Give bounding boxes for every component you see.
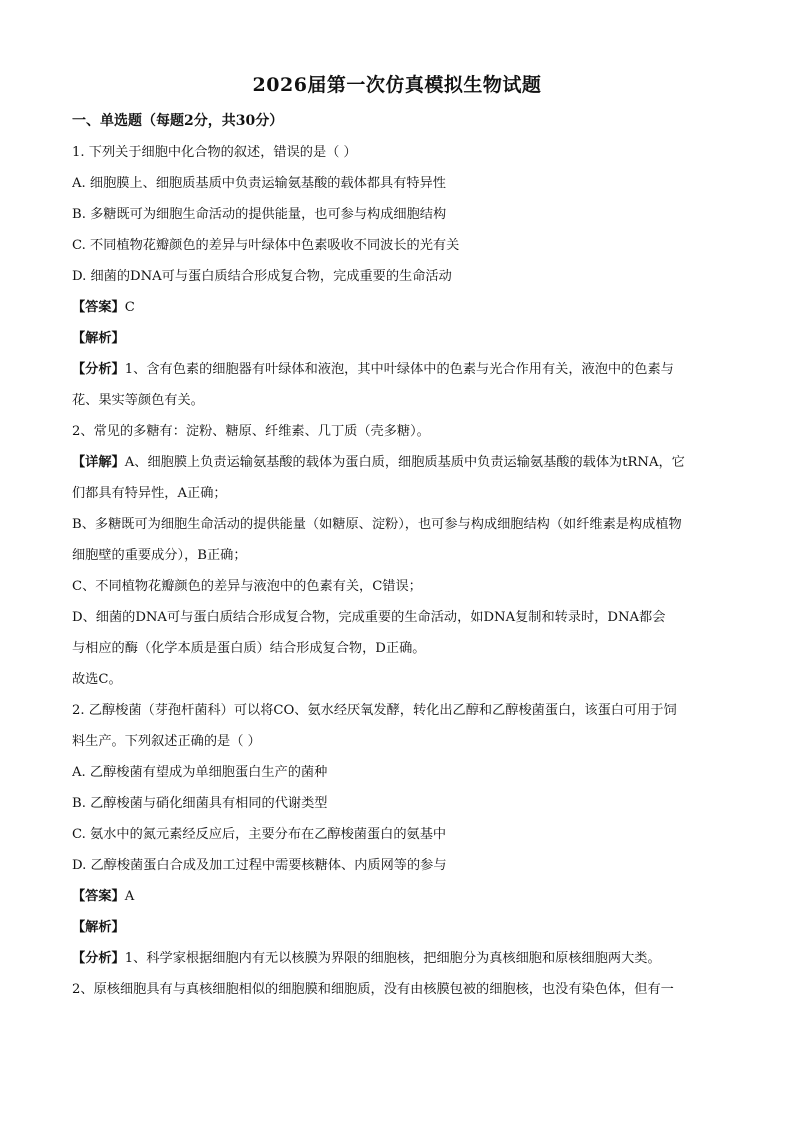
q2-fenxi-line-1 <box>72 943 727 974</box>
document-body <box>72 137 727 1005</box>
q2-answer-value: A <box>124 889 135 904</box>
q1-xiangjie-b2: 细胞壁的重要成分），B正确； <box>72 548 247 563</box>
section-heading: 一、单选题（每题2分，共30分） <box>72 113 284 129</box>
q1-option-c: C. 不同植物花瓣颜色的差异与叶绿体中色素吸收不同波长的光有关 <box>72 238 460 253</box>
q1-option-d: D. 细菌的DNA可与蛋白质结合形成复合物，完成重要的生命活动 <box>72 269 452 284</box>
xiangjie-tag: 【详解】 <box>72 455 125 470</box>
q2-option-a: A. 乙醇梭菌有望成为单细胞蛋白生产的菌种 <box>72 765 328 780</box>
page-title: 2026届第一次仿真模拟生物试题 <box>252 74 542 96</box>
q1-xiangjie-c: C、不同植物花瓣颜色的差异与液泡中的色素有关，C错误； <box>72 579 422 594</box>
fenxi-tag: 【分析】 <box>72 362 125 377</box>
analysis-tag: 【解析】 <box>72 331 125 346</box>
q1-option-a: A. 细胞膜上、细胞质基质中负责运输氨基酸的载体都具有特异性 <box>72 176 446 191</box>
q1-xiangjie-d2: 与相应的酶（化学本质是蛋白质）结合形成复合物，D正确。 <box>72 641 426 656</box>
q2-fenxi-2: 2、原核细胞具有与真核细胞相似的细胞膜和细胞质，没有由核膜包被的细胞核，也没有染色体，但有一 <box>72 982 674 997</box>
q2-analysis-heading <box>72 912 727 943</box>
q1-fenxi-2: 2、常见的多糖有：淀粉、糖原、纤维素、几丁质（壳多糖）。 <box>72 424 430 439</box>
q1-conclusion: 故选C。 <box>72 672 122 687</box>
q1-xiangjie-a2: 们都具有特异性，A正确； <box>72 486 227 501</box>
q2-option-c: C. 氨水中的氮元素经反应后，主要分布在乙醇梭菌蛋白的氨基中 <box>72 827 447 842</box>
answer-tag: 【答案】 <box>72 889 125 904</box>
q2-fenxi-1: 1、科学家根据细胞内有无以核膜为界限的细胞核，把细胞分为真核细胞和原核细胞两大类。 <box>124 951 661 966</box>
analysis-tag: 【解析】 <box>72 920 125 935</box>
q1-answer-value: C <box>124 300 135 315</box>
q1-fenxi-1b: 花、果实等颜色有关。 <box>72 393 204 408</box>
answer-tag: 【答案】 <box>72 300 125 315</box>
q2-option-d: D. 乙醇梭菌蛋白合成及加工过程中需要核糖体、内质网等的参与 <box>72 858 447 873</box>
q2-option-b: B. 乙醇梭菌与硝化细菌具有相同的代谢类型 <box>72 796 328 811</box>
q2-stem-2: 料生产。下列叙述正确的是（ ） <box>72 734 261 749</box>
q2-answer-line <box>72 881 727 912</box>
q1-xiangjie-d1: D、细菌的DNA可与蛋白质结合形成复合物，完成重要的生命活动，如DNA复制和转录时，DNA都会 <box>72 610 666 625</box>
q1-xiangjie-line-1 <box>72 447 727 478</box>
q1-fenxi-1a: 1、含有色素的细胞器有叶绿体和液泡，其中叶绿体中的色素与光合作用有关，液泡中的色素与 <box>124 362 674 377</box>
fenxi-tag: 【分析】 <box>72 951 125 966</box>
q1-answer-line <box>72 292 727 323</box>
q1-xiangjie-b1: B、多糖既可为细胞生命活动的提供能量（如糖原、淀粉），也可参与构成细胞结构（如纤维素是构成植物 <box>72 517 682 532</box>
q1-fenxi-line-1 <box>72 354 727 385</box>
q2-stem-1: 2. 乙醇梭菌（芽孢杆菌科）可以将CO、氨水经厌氧发酵，转化出乙醇和乙醇梭菌蛋白，该蛋白可用于饲 <box>72 703 677 718</box>
q1-option-b: B. 多糖既可为细胞生命活动的提供能量，也可参与构成细胞结构 <box>72 207 447 222</box>
q1-xiangjie-a1: A、细胞膜上负责运输氨基酸的载体为蛋白质，细胞质基质中负责运输氨基酸的载体为tRNA，它 <box>124 455 685 470</box>
q1-stem: 1. 下列关于细胞中化合物的叙述，错误的是（ ） <box>72 145 357 160</box>
q1-analysis-heading <box>72 323 727 354</box>
